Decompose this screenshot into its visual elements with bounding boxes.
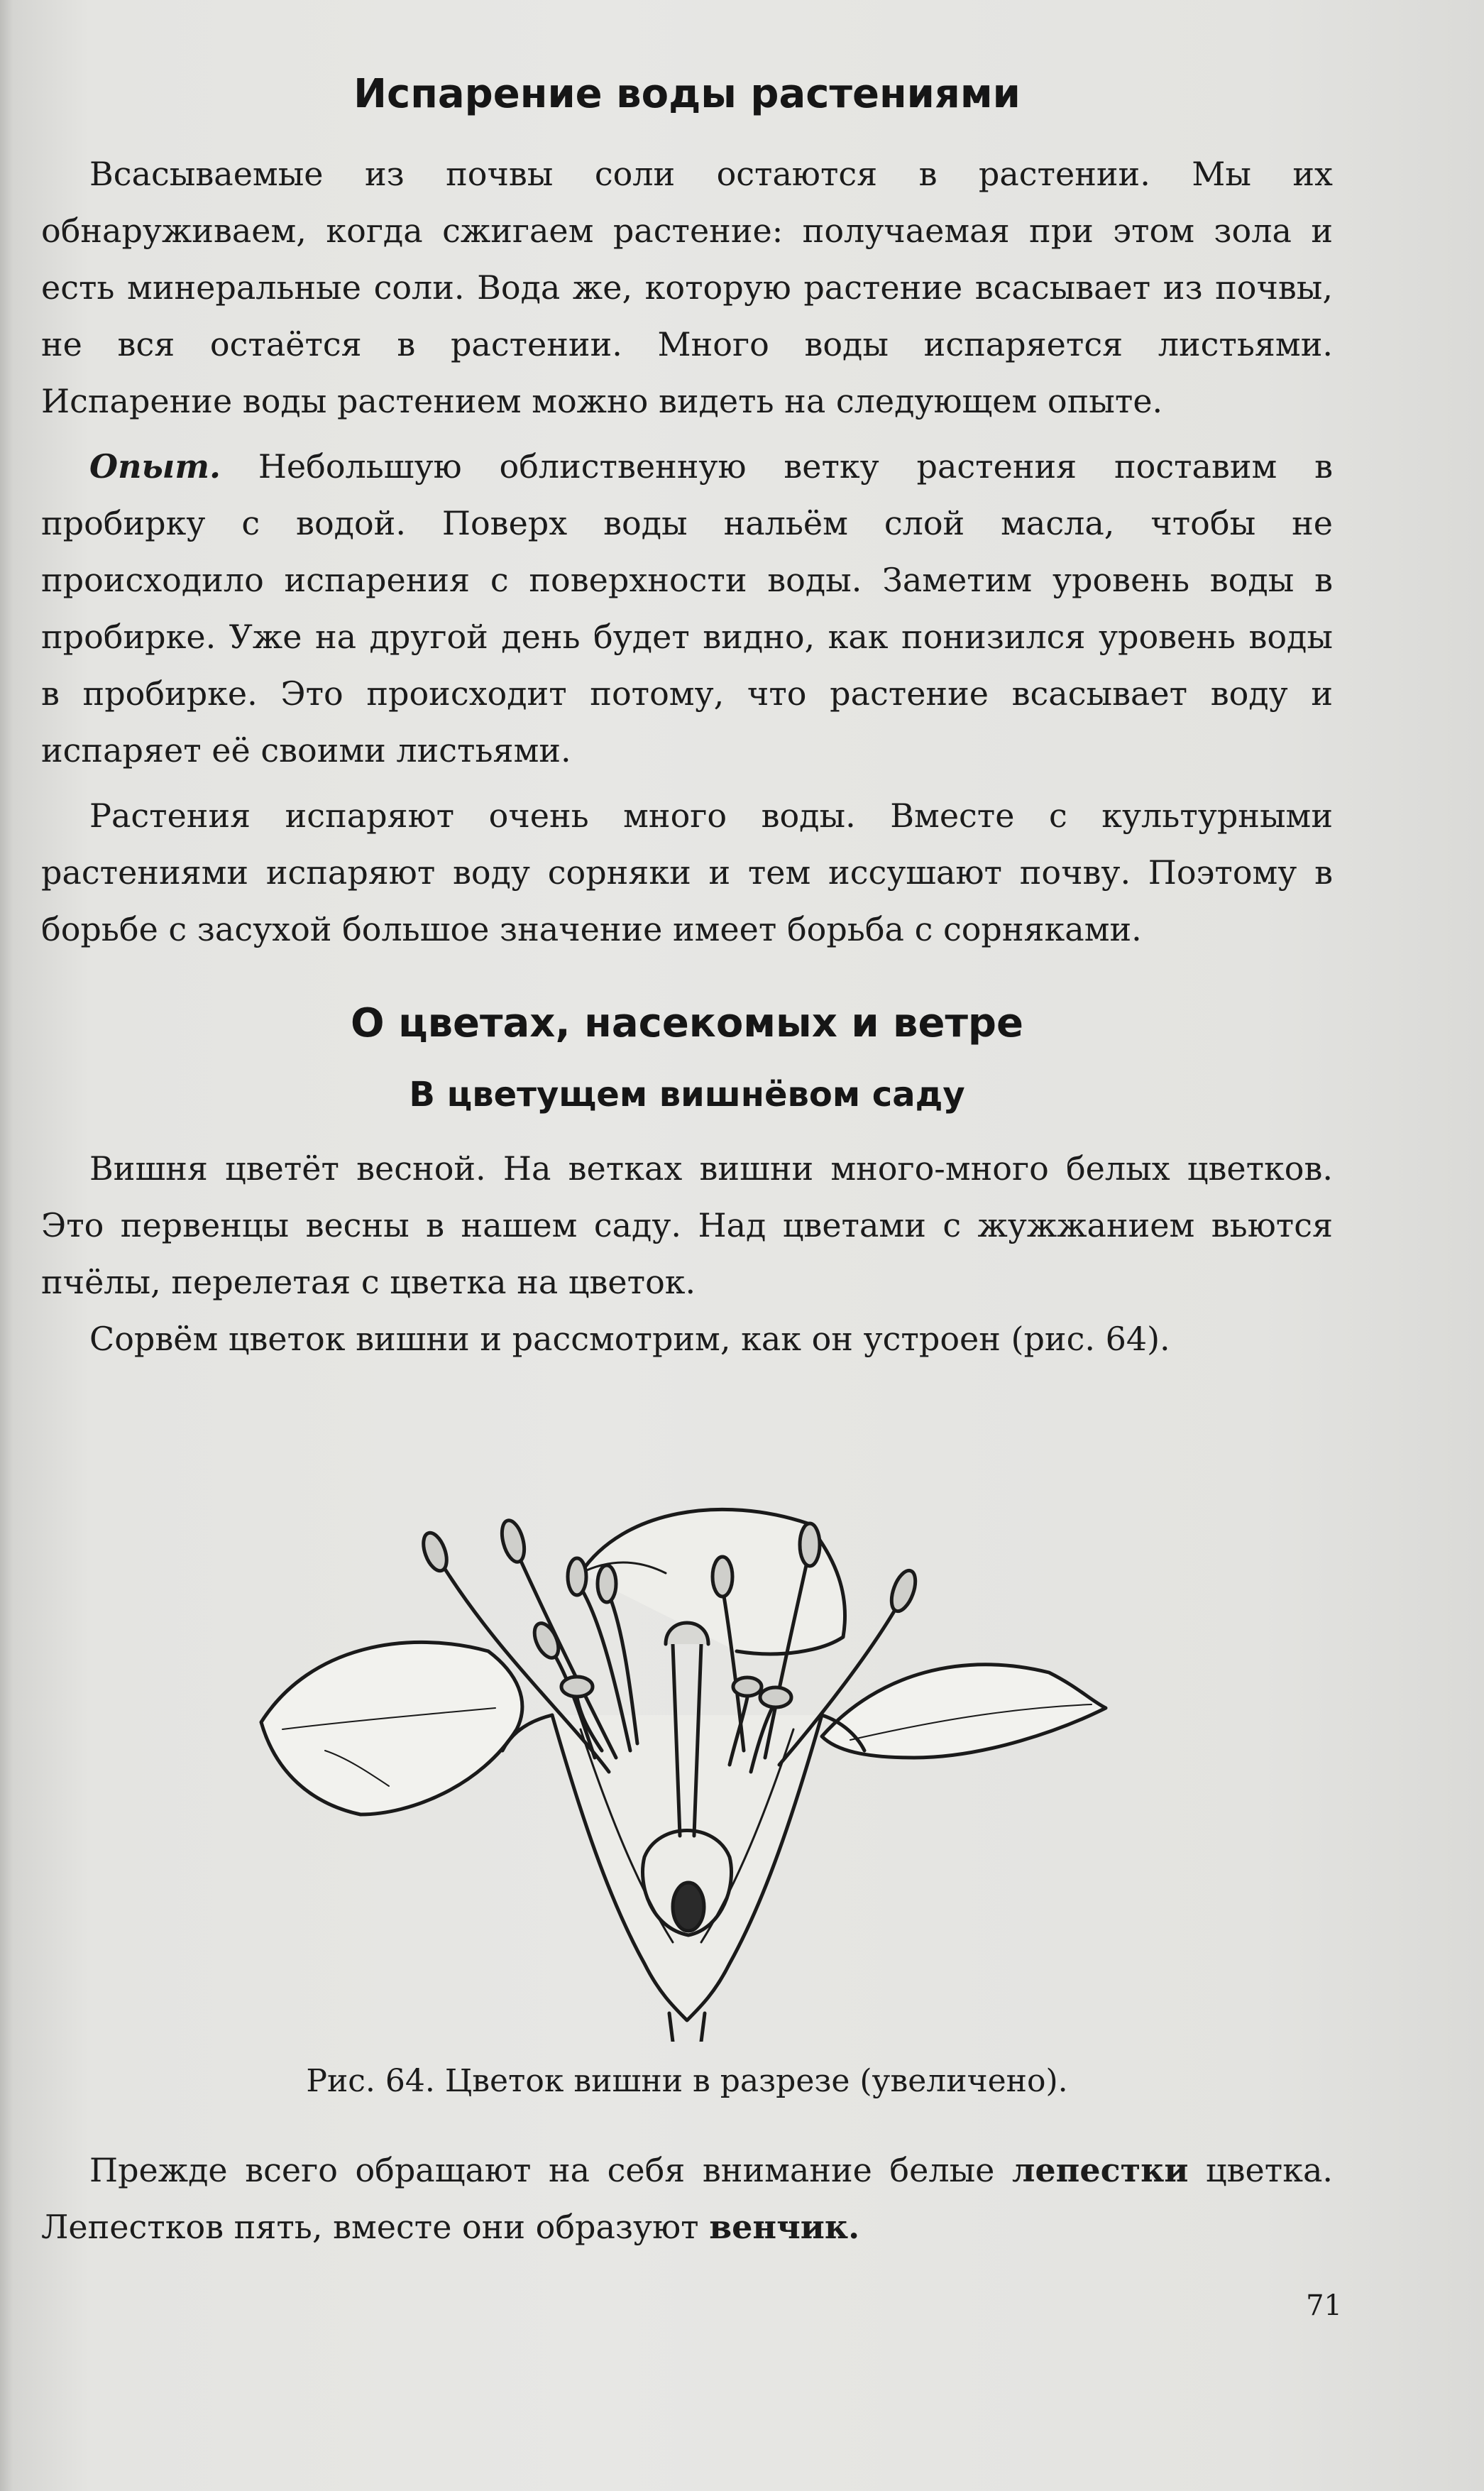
paragraph-weeds: Растения испаряют очень много воды. Вместе с культурными растениями испаряют воду сорняки и тем иссушают почву. Поэтому в борьбе с засухой большое значение имеет борьба с сорняками. xyxy=(41,796,1333,948)
figure-caption: Рис. 64. Цветок вишни в разрезе (увеличено). xyxy=(306,2063,1068,2099)
paragraph-cherry-blooms: Вишня цветёт весной. На ветках вишни много-много белых цветков. Это первенцы весны в нашем саду. Над цветами с жужжанием вьются пчёлы, перелетая с цветка на цветок. xyxy=(41,1149,1333,1301)
page-gutter-shadow xyxy=(0,0,13,2491)
petals-text-c: цветка. Лепестков пять, вместе они образуют xyxy=(41,2151,1333,2246)
term-petals: лепестки xyxy=(1011,2151,1189,2189)
experiment-text: Небольшую облиственную ветку растения поставим в пробирку с водой. Поверх воды нальём слой масла, чтобы не происходило испарения с поверхности воды. Заметим уровень воды в пробирке. Уже на другой день будет видно, как понизился уровень воды в пробирке. Это происходит потому, что растение всасывает воду и испаряет её своими листьями. xyxy=(41,447,1333,770)
cherry-flower-cross-section-illustration xyxy=(183,1417,1191,2042)
petals-text-e: . xyxy=(848,2208,860,2246)
paragraph-petals xyxy=(41,2142,1333,2255)
petals-text-a: Прежде всего обращают на себя внимание белые xyxy=(89,2151,1012,2189)
section-title-flowers: О цветах, насекомых и ветре xyxy=(350,1000,1023,1046)
page-content xyxy=(41,50,1333,2255)
figure-cherry-flower xyxy=(183,1417,1191,2042)
subsection-title-cherry-garden: В цветущем вишнёвом саду xyxy=(409,1075,965,1115)
page-number: 71 xyxy=(1306,2289,1342,2322)
term-corolla: венчик xyxy=(709,2208,849,2246)
paragraph-experiment xyxy=(41,438,1333,779)
experiment-label: Опыт. xyxy=(89,447,221,486)
paragraph-salts: Всасываемые из почвы соли остаются в растении. Мы их обнаруживаем, когда сжигаем растение: получаемая при этом зола и есть минеральные соли. Вода же, которую растение всасывает из почвы, не вся остаётся в растении. Много воды испаряется листьями. Испарение воды растением можно видеть на следующем опыте. xyxy=(41,155,1333,420)
paragraph-pick-flower: Сорвём цветок вишни и рассмотрим, как он устроен (рис. 64). xyxy=(89,1320,1170,1358)
section-title-evaporation: Испарение воды растениями xyxy=(353,71,1021,117)
